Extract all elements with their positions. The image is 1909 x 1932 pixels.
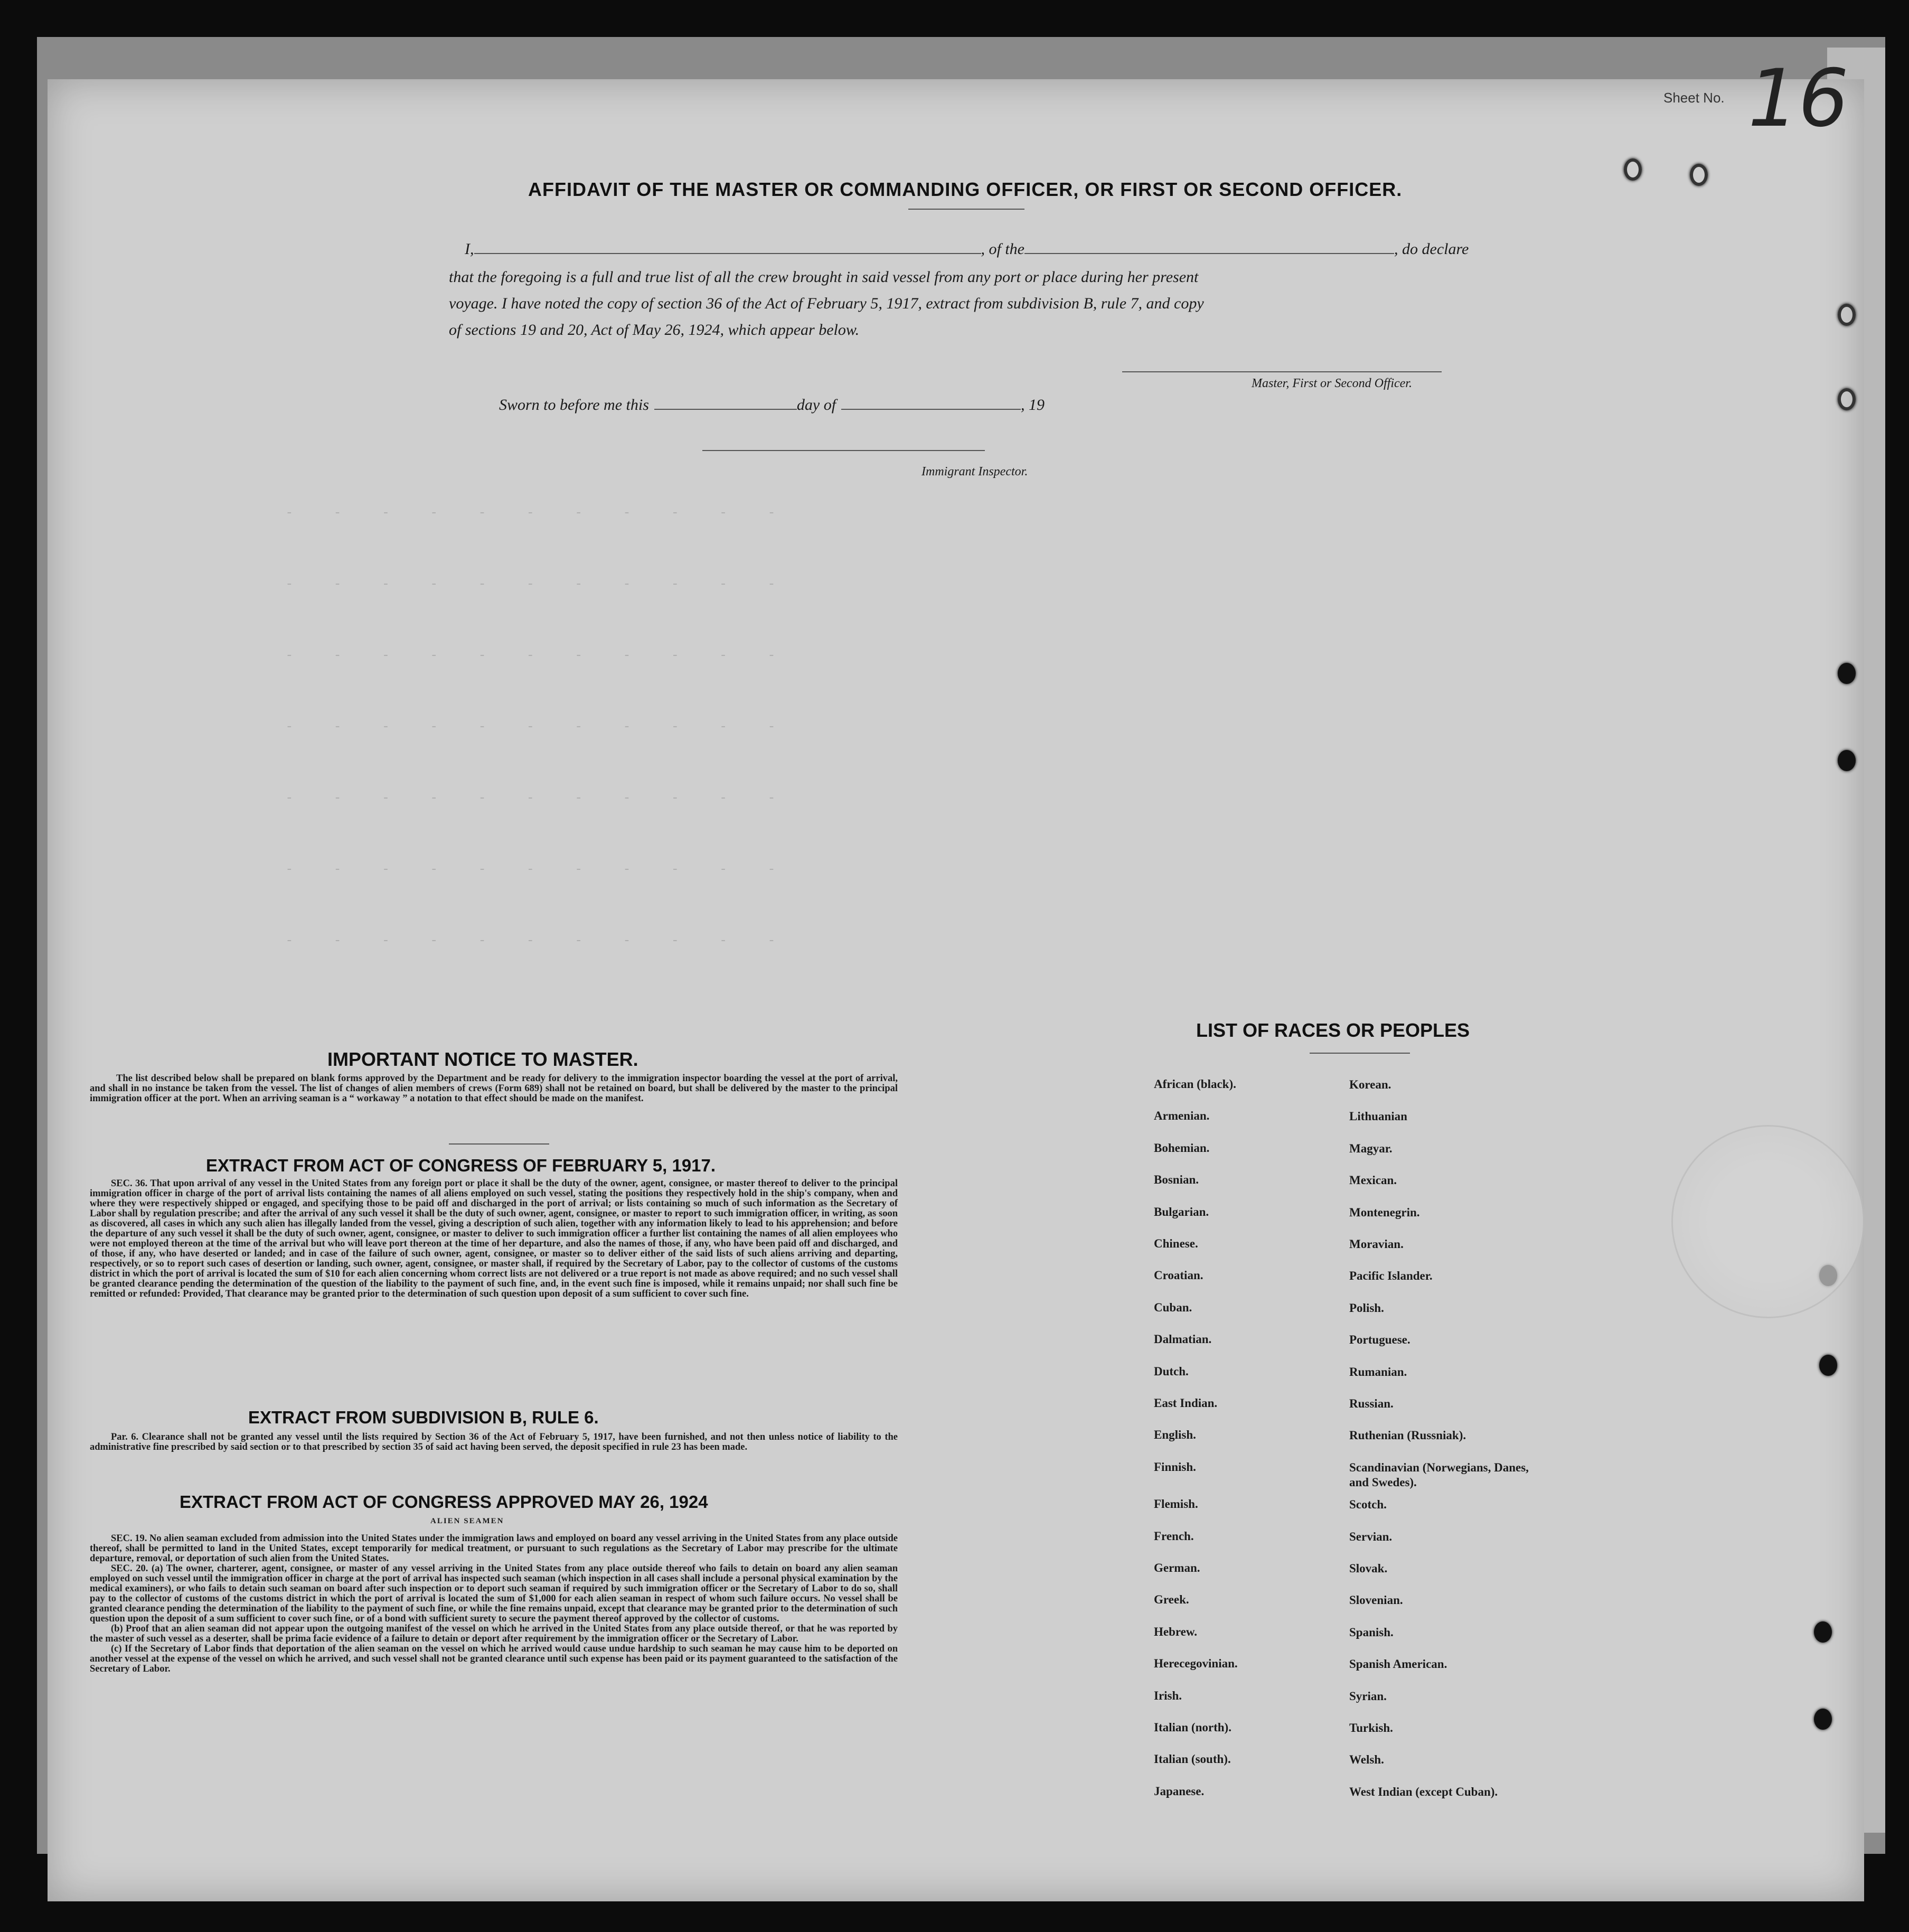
inspector-caption: Immigrant Inspector. (921, 465, 1028, 479)
race-item: Cuban. (1154, 1301, 1192, 1314)
race-item: Croatian. (1154, 1269, 1203, 1282)
race-item: Ruthenian (Russniak). (1349, 1429, 1466, 1442)
extract-rule6-body (90, 1432, 898, 1452)
race-item: Greek. (1154, 1593, 1189, 1606)
affidavit-line-1 (465, 240, 1469, 258)
sworn-day-field[interactable] (654, 409, 797, 410)
affidavit-title: AFFIDAVIT OF THE MASTER OR COMMANDING OFFICER, OR FIRST OR SECOND OFFICER. (528, 179, 1403, 200)
extract-rule6-title: EXTRACT FROM SUBDIVISION B, RULE 6. (248, 1408, 599, 1427)
notice-body: The list described below shall be prepared on blank forms approved by the Department and be ready for delivery to the immigration inspector boarding the vessel at the port of arrival, and shall in no instance be taken from the vessel. The list of changes of alien members of crews (Form 689) shall not be retained on board, but shall be delivered by the master to the principal immigration officer at the port. When an arriving seaman is a “ workaway ” a notation to that effect should be made on the manifest. (90, 1073, 898, 1104)
bleed-through-marks: - - - - - - - - - - - (285, 576, 792, 592)
sec-19-text: SEC. 19. No alien seaman excluded from admission into the United States under the immigration laws and employed on board any vessel arriving in the United States from any place outside thereof, shall be permitted to land in the United States, except temporarily for medical treatment, or pursuant to such regulations as the Secretary of Labor may prescribe for the ultimate departure, removal, or deportation of such alien from the United States. (90, 1533, 898, 1564)
bleed-through-marks: - - - - - - - - - - - (285, 718, 792, 734)
extract-1924-body (90, 1534, 898, 1674)
year-label: , 19 (1021, 396, 1045, 414)
race-item: Bulgarian. (1154, 1205, 1209, 1218)
affidavit-line-2: that the foregoing is a full and true list of all the crew brought in said vessel from any port or place during her present (449, 268, 1199, 286)
race-item: Slovenian. (1349, 1593, 1403, 1607)
bleed-through-marks: - - - - - - - - - - - (285, 932, 792, 948)
race-item: Spanish American. (1349, 1657, 1447, 1671)
do-declare-label: , do declare (1394, 240, 1469, 258)
notice-title: IMPORTANT NOTICE TO MASTER. (327, 1048, 638, 1070)
day-of-label: day of (796, 396, 836, 414)
race-item: Mexican. (1349, 1174, 1397, 1187)
races-title: LIST OF RACES OR PEOPLES (1196, 1019, 1470, 1041)
race-item: Lithuanian (1349, 1110, 1407, 1123)
bleed-through-marks: - - - - - - - - - - - (285, 861, 792, 877)
race-item: Armenian. (1154, 1109, 1210, 1122)
extract-1917-body (90, 1179, 898, 1299)
race-item: Korean. (1349, 1078, 1391, 1091)
race-item: Hebrew. (1154, 1625, 1197, 1638)
race-item: French. (1154, 1530, 1194, 1543)
race-item: Turkish. (1349, 1721, 1393, 1734)
race-item: Scotch. (1349, 1498, 1387, 1511)
race-item: Montenegrin. (1349, 1206, 1420, 1219)
race-item: Russian. (1349, 1397, 1394, 1410)
race-item: Irish. (1154, 1689, 1182, 1702)
race-item: Finnish. (1154, 1460, 1196, 1474)
sheet-number-label: Sheet No. (1663, 90, 1725, 106)
binder-hole-icon (1838, 750, 1856, 771)
races-title-underline (1310, 1053, 1410, 1054)
race-item: Servian. (1349, 1530, 1393, 1543)
alien-seamen-subtitle: ALIEN SEAMEN (430, 1517, 504, 1525)
race-item: Scandinavian (Norwegians, Danes, and Swedes). (1349, 1461, 1529, 1489)
bleed-through-marks: - - - - - - - - - - - (285, 790, 792, 805)
race-item: Portuguese. (1349, 1333, 1410, 1346)
race-item: Rumanian. (1349, 1365, 1407, 1378)
extract-1924-title: EXTRACT FROM ACT OF CONGRESS APPROVED MAY 26, 1924 (180, 1492, 708, 1512)
race-item: Moravian. (1349, 1237, 1404, 1251)
sworn-label: Sworn to before me this (499, 396, 649, 414)
race-item: German. (1154, 1561, 1200, 1574)
officer-name-field[interactable] (474, 253, 981, 254)
of-the-label: , of the (981, 240, 1024, 258)
extract-1917-title: EXTRACT FROM ACT OF CONGRESS OF FEBRUARY 5, 1917. (206, 1156, 716, 1175)
sworn-month-field[interactable] (841, 409, 1021, 410)
race-item: Bohemian. (1154, 1141, 1210, 1155)
officer-signature-field[interactable] (1122, 371, 1442, 372)
race-item: Syrian. (1349, 1690, 1387, 1703)
race-item: English. (1154, 1428, 1196, 1441)
race-item: African (black). (1154, 1077, 1236, 1091)
race-item: Magyar. (1349, 1142, 1393, 1155)
race-item: Spanish. (1349, 1626, 1394, 1639)
faint-seal-icon (1671, 1125, 1865, 1318)
race-item: Chinese. (1154, 1237, 1198, 1250)
race-item: Dalmatian. (1154, 1333, 1212, 1346)
sec-36-text: SEC. 36. That upon arrival of any vessel in the United States from any foreign port or place it shall be the duty of the owner, agent, consignee, or master thereof to deliver to the principal immigration officer in charge of the port of arrival lists containing the names of all aliens employed on such vessel, stating the positions they respectively hold in the ship's company, when and where they were respectively shipped or engaged, and specifying those to be paid off and discharged in the port of arrival; or lists containing so much of such information as the Secretary of Labor shall by regulation prescribe; and after the arrival of any such vessel it shall be the duty of such owner, agent, consignee, or master to report to such immigration officer, in writing, as soon as discovered, all cases in which any such alien has illegally landed from the vessel, giving a description of such alien, together with any information likely to lead to his apprehension; and before the departure of any such vessel it shall be the duty of such owner, agent, consignee, or master to deliver to such immigration officer a further list containing the names of all alien employees who were not employed thereon at the time of the arrival but who will leave port thereon at the time of her departure, and also the names of those, if any, who have been paid off and discharged, and of those, if any, who have deserted or landed; and in case of the failure of such owner, agent, consignee, or master so to deliver either of the said lists of such aliens arriving and departing, respectively, or so to report such cases of desertion or landing, such owner, agent, consignee, or master shall, if required by the Secretary of Labor, pay to the collector of customs of the customs district in which the port of arrival is located the sum of $10 for each alien concerning whom correct lists are not delivered or a true report is not made as above required; and no such vessel shall be granted clearance pending the determination of the question of the liability to the payment of such fine, and, in the event such fine is imposed, while it remains unpaid; nor shall such fine be remitted or refunded: Provided, That clearance may be granted prior to the determination of such question upon deposit of a sum sufficient to cover such fine. (90, 1178, 898, 1299)
sworn-line (499, 396, 1045, 414)
binder-hole-icon (1838, 663, 1856, 684)
race-item: Welsh. (1349, 1753, 1384, 1766)
sec-20c-text: (c) If the Secretary of Labor finds that deportation of the alien seaman on the vessel on which he arrived would cause undue hardship to such seaman he may cause him to be deported on another vessel at the expense of the vessel on which he arrived, and such vessel shall not be granted clearance until such expense has been paid or its payment guaranteed to the satisfaction of the Secretary of Labor. (90, 1644, 898, 1674)
race-item: Polish. (1349, 1301, 1384, 1315)
race-item: Japanese. (1154, 1785, 1205, 1798)
sec-20b-text: (b) Proof that an alien seaman did not appear upon the outgoing manifest of the vessel on which he arrived in the United States from any place outside thereof, or that he was reported by the master of such vessel as a deserter, shall be prima facie evidence of a failure to detain or deport after requirement by the immigration officer or the Secretary of Labor. (90, 1624, 898, 1644)
binder-hole-icon (1690, 164, 1708, 186)
race-item: Slovak. (1349, 1562, 1388, 1575)
race-item: Dutch. (1154, 1365, 1189, 1378)
bleed-through-marks: - - - - - - - - - - - (285, 647, 792, 663)
affidavit-line-4: of sections 19 and 20, Act of May 26, 1924, which appear below. (449, 321, 860, 339)
section-divider (449, 1143, 549, 1145)
vessel-name-field[interactable] (1024, 253, 1394, 254)
race-item: Flemish. (1154, 1497, 1198, 1511)
race-item: Pacific Islander. (1349, 1269, 1433, 1282)
binder-hole-icon (1624, 158, 1642, 181)
binder-hole-icon (1819, 1355, 1837, 1376)
race-item: Bosnian. (1154, 1173, 1199, 1186)
binder-hole-icon (1838, 388, 1856, 410)
inspector-signature-field[interactable] (702, 450, 985, 451)
i-label: I, (465, 240, 474, 258)
affidavit-line-3: voyage. I have noted the copy of section 36 of the Act of February 5, 1917, extract from subdivision B, rule 7, and copy (449, 295, 1204, 312)
binder-hole-icon (1814, 1709, 1832, 1730)
binder-hole-icon (1814, 1621, 1832, 1643)
race-item: Italian (south). (1154, 1752, 1231, 1766)
binder-hole-icon (1838, 304, 1856, 326)
race-item: East Indian. (1154, 1396, 1218, 1410)
officer-signature-caption: Master, First or Second Officer. (1252, 377, 1412, 390)
par-6-text: Par. 6. Clearance shall not be granted any vessel until the lists required by Section 36 of the Act of February 5, 1917, have been furnished, and not then unless notice of liability to the administrative fine prescribed by said section or to that prescribed by section 35 of said act having been served, the deposit specified in rule 23 has been made. (90, 1432, 898, 1452)
race-item: West Indian (except Cuban). (1349, 1785, 1498, 1798)
bleed-through-marks: - - - - - - - - - - - (285, 504, 792, 520)
sec-20a-text: SEC. 20. (a) The owner, charterer, agent, consignee, or master of any vessel arriving in the United States from any place outside thereof who fails to detain on board any alien seaman employed on such vessel until the immigration officer in charge at the port of arrival has inspected such seaman (which inspection in all cases shall include a personal physical examination by the medical examiners), or who fails to detain such seaman on board after such inspection or to deport such seaman if required by such immigration officer or the Secretary of Labor to do so, shall pay to the collector of customs of the customs district in which the port of arrival is located the sum of $1,000 for each alien seaman in respect of whom such failure occurs. No vessel shall be granted clearance pending the determination of the liability to the payment of such fine, or while the fine remains unpaid, except that clearance may be granted prior to the determination of such question upon the deposit of a sum sufficient to cover such fine, or of a bond with sufficient surety to secure the payment thereof approved by the collector of customs. (90, 1563, 898, 1624)
race-item: Italian (north). (1154, 1721, 1231, 1734)
title-underline (908, 209, 1024, 210)
sheet-number-value: 16 (1748, 53, 1849, 145)
race-item: Herecegovinian. (1154, 1657, 1238, 1670)
